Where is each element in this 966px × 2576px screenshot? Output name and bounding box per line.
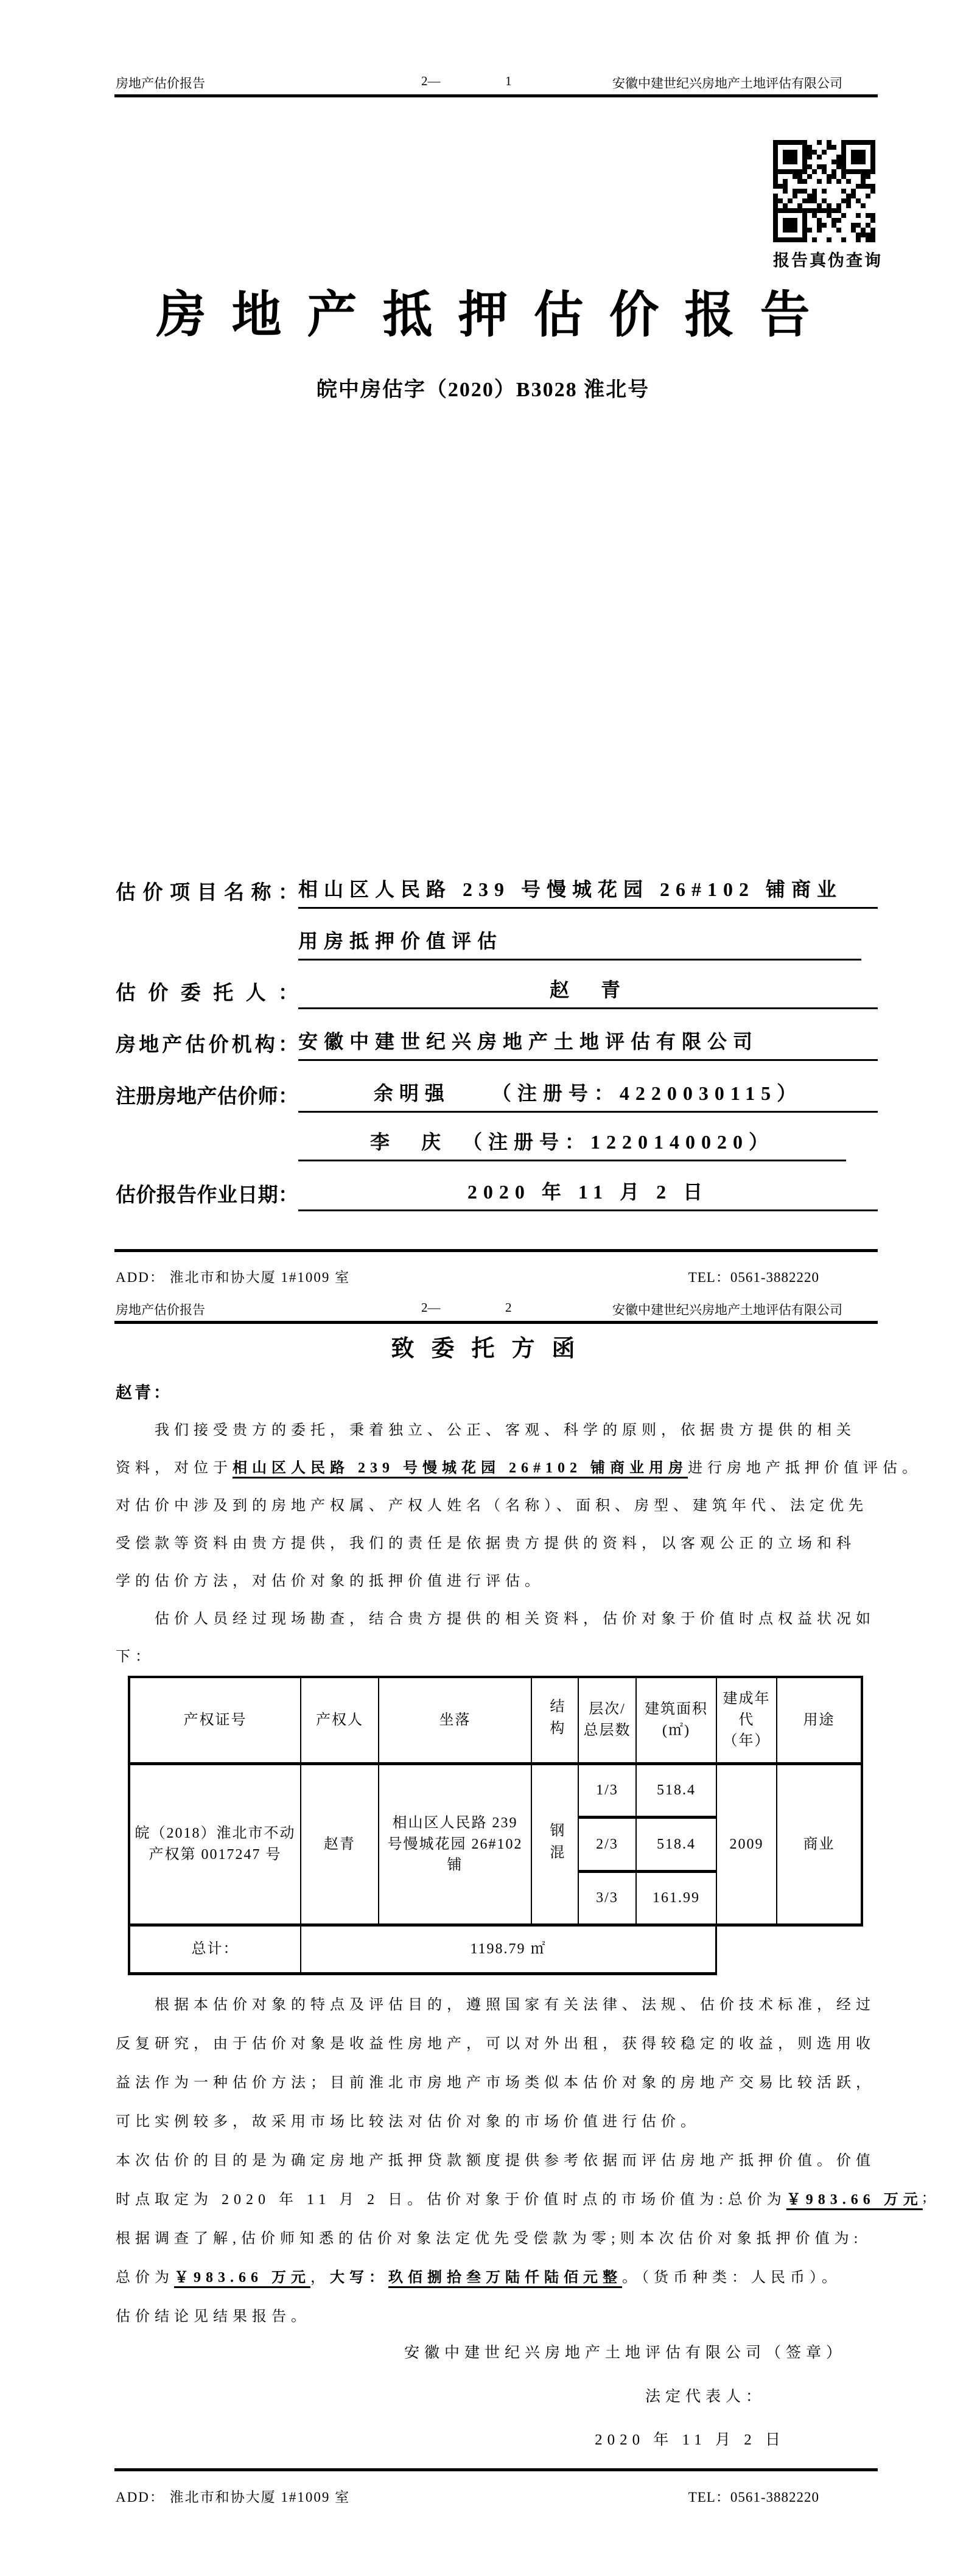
vertical-text: 钢混 bbox=[547, 1822, 563, 1866]
header-company-name: 安徽中建世纪兴房地产土地评估有限公司 bbox=[612, 76, 842, 91]
body-line bbox=[116, 2061, 879, 2100]
page1-running-header bbox=[116, 74, 878, 92]
col-header-area: 建筑面积(㎡) bbox=[637, 1676, 717, 1765]
cell-use: 商业 bbox=[777, 1765, 863, 1927]
body-line-segment: 学的估价方法，对估价对象的抵押价值进行评估。 bbox=[116, 1573, 544, 1589]
property-table bbox=[128, 1676, 863, 1975]
body-line-segment: 资料，对位于 bbox=[116, 1460, 233, 1476]
col-header-location: 坐落 bbox=[379, 1676, 532, 1765]
body-line-segment: 对估价中涉及到的房地产权属、产权人姓名（名称）、面积、房型、建筑年代、法定优先 bbox=[116, 1497, 868, 1514]
form-row-appraiser-2 bbox=[116, 1127, 878, 1161]
salutation: 赵青： bbox=[116, 1384, 172, 1402]
body-line-segment: 相山区人民路 239 号慢城花园 26#102 铺商业用房 bbox=[233, 1460, 688, 1476]
header-rule bbox=[114, 1321, 878, 1324]
header-page-total: 2— bbox=[421, 1300, 441, 1315]
col-header-use: 用途 bbox=[777, 1676, 863, 1765]
form-value: 赵 青 bbox=[298, 975, 878, 1009]
page2-footer bbox=[116, 2486, 878, 2507]
header-doc-type: 房地产估价报告 bbox=[116, 1303, 205, 1317]
body-line bbox=[116, 2139, 879, 2178]
cell-area-3: 161.99 bbox=[637, 1873, 717, 1927]
cell-total-area: 1198.79 ㎡ bbox=[301, 1927, 717, 1975]
header-doc-type: 房地产估价报告 bbox=[116, 76, 205, 91]
body-line bbox=[116, 1560, 879, 1598]
form-row-project-name-cont bbox=[116, 926, 878, 961]
cell-year-built: 2009 bbox=[717, 1765, 777, 1927]
body-line bbox=[116, 1598, 879, 1636]
body-line-segment: 进行房地产抵押价值评估。 bbox=[688, 1460, 922, 1476]
footer-address: ADD： 淮北市和协大厦 1#1009 室 bbox=[116, 1270, 351, 1285]
body-line-segment: 大写： bbox=[330, 2269, 388, 2286]
body-line-segment: 受偿款等资料由贵方提供，我们的责任是依据贵方提供的资料，以客观公正的立场和科 bbox=[116, 1535, 856, 1552]
body-line-segment: ; bbox=[922, 2189, 932, 2205]
body-line bbox=[116, 2217, 879, 2256]
letter-body-after-table bbox=[116, 1983, 932, 2334]
body-line bbox=[116, 2022, 879, 2061]
form-row-appraiser-1 bbox=[116, 1079, 878, 1113]
footer-rule bbox=[114, 2468, 878, 2471]
cell-floor-2: 2/3 bbox=[579, 1819, 637, 1873]
form-label: 估价报告作业日期： bbox=[116, 1185, 298, 1206]
body-line-segment: 根据调查了解,估价师知悉的估价对象法定优先受偿款为零;则本次估价对象抵押价值为: bbox=[116, 2230, 863, 2247]
cell-area-2: 518.4 bbox=[637, 1819, 717, 1873]
body-line-segment: 估价结论见结果报告。 bbox=[116, 2308, 310, 2325]
col-header-year-built: 建成年代（年） bbox=[717, 1676, 777, 1765]
form-row-report-date bbox=[116, 1177, 878, 1211]
footer-rule bbox=[114, 1249, 878, 1252]
body-line bbox=[116, 2256, 879, 2295]
form-value: 用房抵押价值评估 bbox=[298, 926, 861, 961]
letter-body-before-table bbox=[116, 1409, 922, 1673]
body-line-segment: ， bbox=[310, 2269, 330, 2286]
form-row-project-name bbox=[116, 875, 878, 909]
letter-title: 致委托方函 bbox=[391, 1336, 592, 1362]
vertical-text: 结构 bbox=[547, 1698, 563, 1742]
body-line bbox=[116, 2100, 879, 2139]
report-number: 皖中房估字（2020）B3028 淮北号 bbox=[316, 379, 650, 401]
footer-telephone: TEL：0561-3882220 bbox=[688, 1270, 819, 1285]
form-label bbox=[116, 1158, 298, 1161]
body-line-segment: 。（货币种类：人民币）。 bbox=[622, 2269, 841, 2286]
header-page-number: 2 bbox=[505, 1300, 512, 1315]
body-line bbox=[116, 1485, 879, 1522]
signature-company: 安徽中建世纪兴房地产土地评估有限公司（签章） bbox=[404, 2345, 846, 2361]
page2-running-header bbox=[116, 1300, 878, 1318]
form-label bbox=[116, 957, 298, 961]
body-line-segment: 益法作为一种估价方法；目前淮北市房地产市场类似本估价对象的房地产交易比较活跃， bbox=[116, 2074, 875, 2091]
body-line bbox=[116, 2178, 932, 2217]
header-page-number: 1 bbox=[505, 74, 512, 88]
form-row-agency bbox=[116, 1027, 878, 1061]
form-row-client bbox=[116, 975, 878, 1009]
cell-area-1: 518.4 bbox=[637, 1765, 717, 1819]
report-title: 房地产抵押估价报告 bbox=[156, 287, 836, 343]
col-header-cert-no: 产权证号 bbox=[128, 1676, 301, 1765]
footer-telephone: TEL：0561-3882220 bbox=[688, 2490, 819, 2505]
cell-floor-3: 3/3 bbox=[579, 1873, 637, 1927]
cell-cert-no: 皖（2018）淮北市不动产权第 0017247 号 bbox=[128, 1765, 301, 1927]
cell-structure bbox=[532, 1765, 579, 1927]
body-line-segment: 我们接受贵方的委托，秉着独立、公正、客观、科学的原则，依据贵方提供的相关 bbox=[155, 1422, 856, 1438]
form-value: 安徽中建世纪兴房地产土地评估有限公司 bbox=[298, 1026, 878, 1061]
footer-address: ADD： 淮北市和协大厦 1#1009 室 bbox=[116, 2490, 351, 2505]
body-line-segment: 玖佰捌拾叁万陆仟陆佰元整 bbox=[388, 2269, 622, 2286]
body-line bbox=[116, 1983, 879, 2022]
body-line bbox=[116, 1409, 879, 1447]
body-line-segment: 估价人员经过现场勘查，结合贵方提供的相关资料，估价对象于价值时点权益状况如 bbox=[155, 1611, 875, 1627]
cell-total-label: 总计： bbox=[128, 1927, 301, 1975]
body-line-segment: 时点取定为 2020 年 11 月 2 日。估价对象于价值时点的市场价值为:总价为 bbox=[116, 2191, 786, 2208]
body-line-segment: ￥983.66 万元 bbox=[174, 2269, 310, 2286]
header-company-name: 安徽中建世纪兴房地产土地评估有限公司 bbox=[612, 1303, 842, 1317]
body-line-segment: 总价为 bbox=[116, 2269, 174, 2286]
form-value: 余明强 （注册号：4220030115） bbox=[298, 1078, 878, 1113]
qr-code bbox=[773, 140, 875, 242]
form-value: 2020 年 11 月 2 日 bbox=[298, 1177, 878, 1211]
col-header-owner: 产权人 bbox=[301, 1676, 379, 1765]
col-header-structure bbox=[532, 1676, 579, 1765]
form-label: 估价委托人： bbox=[116, 982, 298, 1004]
body-line-segment: 反复研究，由于估价对象是收益性房地产，可以对外出租，获得较稳定的收益，则选用收 bbox=[116, 2035, 875, 2052]
body-line-segment: 本次估价的目的是为确定房地产抵押贷款额度提供参考依据而评估房地产抵押价值。价值 bbox=[116, 2152, 875, 2169]
body-line bbox=[116, 1522, 879, 1560]
signature-date: 2020 年 11 月 2 日 bbox=[595, 2432, 785, 2448]
body-line-segment: 可比实例较多，故采用市场比较法对估价对象的市场价值进行估价。 bbox=[116, 2113, 700, 2130]
col-header-floors: 层次/总层数 bbox=[579, 1676, 637, 1765]
body-line bbox=[116, 2295, 879, 2334]
form-label: 注册房地产估价师： bbox=[116, 1086, 298, 1108]
header-page-total: 2— bbox=[421, 74, 441, 88]
body-line-segment: 根据本估价对象的特点及评估目的，遵照国家有关法律、法规、估价技术标准，经过 bbox=[155, 1997, 875, 2013]
cell-location: 相山区人民路 239 号慢城花园 26#102 铺 bbox=[379, 1765, 532, 1927]
form-value: 李 庆 （注册号：1220140020） bbox=[298, 1127, 846, 1161]
page1-footer bbox=[116, 1266, 878, 1287]
signature-legal-representative: 法定代表人： bbox=[645, 2389, 766, 2405]
body-line bbox=[116, 1447, 922, 1485]
body-line-segment: 下： bbox=[116, 1648, 155, 1665]
cell-owner: 赵青 bbox=[301, 1765, 379, 1927]
qr-caption: 报告真伪查询 bbox=[773, 251, 883, 270]
body-line bbox=[116, 1636, 879, 1673]
body-line-segment: ￥983.66 万元 bbox=[786, 2191, 923, 2208]
form-value: 相山区人民路 239 号慢城花园 26#102 铺商业 bbox=[298, 874, 878, 909]
form-label: 房地产估价机构： bbox=[116, 1034, 298, 1056]
header-rule bbox=[114, 94, 878, 97]
qr-block bbox=[773, 140, 883, 271]
cell-floor-1: 1/3 bbox=[579, 1765, 637, 1819]
form-label: 估价项目名称： bbox=[116, 882, 298, 904]
